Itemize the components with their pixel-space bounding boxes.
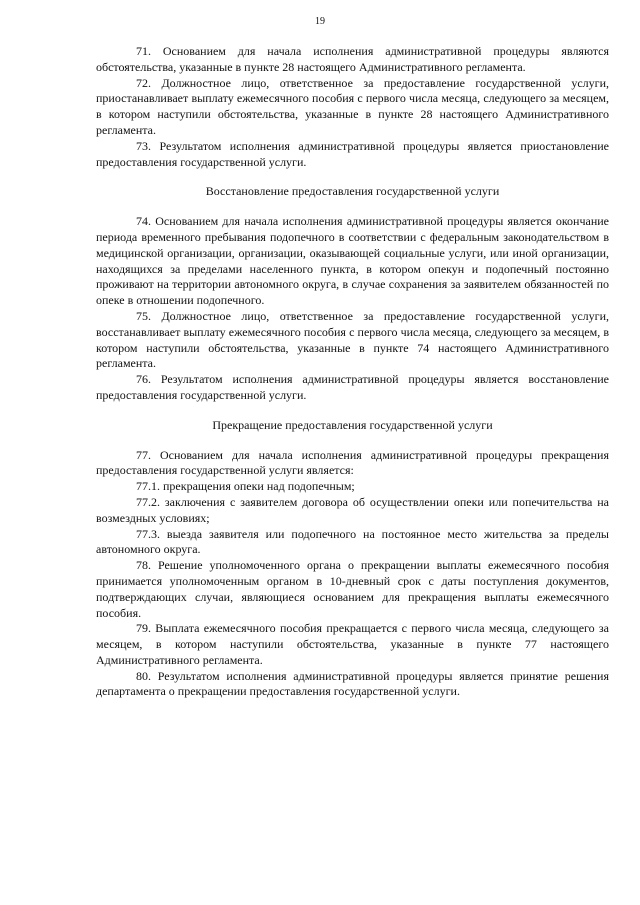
page-number: 19 <box>315 16 325 27</box>
paragraph-71: 71. Основанием для начала исполнения административной процедуры являются обстоятельства, указанные в пункте 28 настоящего Административного регламента. <box>96 44 609 74</box>
paragraph-77: 77. Основанием для начала исполнения административной процедуры прекращения предоставления государственной услуги является: <box>96 447 609 478</box>
paragraph-75: 75. Должностное лицо, ответственное за предоставление государственной услуги, восстанавливает выплату ежемесячного пособия с первого числа месяца, следующего за месяцем, в котором наступили обстоятельства, указанные в пункте 74 настоящего Административного регламента. <box>96 308 609 371</box>
paragraph-76: 76. Результатом исполнения административной процедуры является восстановление предоставления государственной услуги. <box>96 372 609 402</box>
section-heading-restore: Восстановление предоставления государственной услуги <box>205 184 500 199</box>
paragraph-77-2: 77.2. заключения с заявителем договора об осуществлении опеки или попечительства на возмездных условиях; <box>96 494 609 525</box>
paragraph-72: 72. Должностное лицо, ответственное за предоставление государственной услуги, приостанавливает выплату ежемесячного пособия с первого числа месяца, следующего за месяцем, в котором наступили обстоятельства, указанные в пункте 28 настоящего Административного регламента. <box>96 75 609 137</box>
paragraph-73: 73. Результатом исполнения административной процедуры является приостановление предоставления государственной услуги. <box>96 138 609 169</box>
paragraph-74: 74. Основанием для начала исполнения административной процедуры является окончание периода временного пребывания подопечного в соответствии с федеральным законодательством в медицинской организации, организации, оказывающей социальные услуги, или иной организации, находящихся за пределами населенного пункта, в котором опекун и подопечный постоянно проживают на территории автономного округа, в случае сохранения за заявителем обязанностей по опеке в отношении подопечного. <box>96 214 609 308</box>
paragraph-78: 78. Решение уполномоченного органа о прекращении выплаты ежемесячного пособия принимается уполномоченным органом в 10-дневный срок с даты поступления документов, подтверждающих случаи, являющиеся основанием для прекращения выплаты ежемесячного пособия. <box>96 558 609 620</box>
document-body <box>96 44 609 700</box>
paragraph-77-3: 77.3. выезда заявителя или подопечного на постоянное место жительства за пределы автономного округа. <box>96 526 609 557</box>
paragraph-79: 79. Выплата ежемесячного пособия прекращается с первого числа месяца, следующего за месяцем, в котором наступили обстоятельства, указанные в пункте 77 настоящего Административного регламента. <box>96 621 609 667</box>
paragraph-80: 80. Результатом исполнения административной процедуры является принятие решения департамента о прекращении предоставления государственной услуги. <box>96 668 609 699</box>
paragraph-77-1: 77.1. прекращения опеки над подопечным; <box>136 479 355 494</box>
section-heading-termination: Прекращение предоставления государственной услуги <box>212 417 493 432</box>
